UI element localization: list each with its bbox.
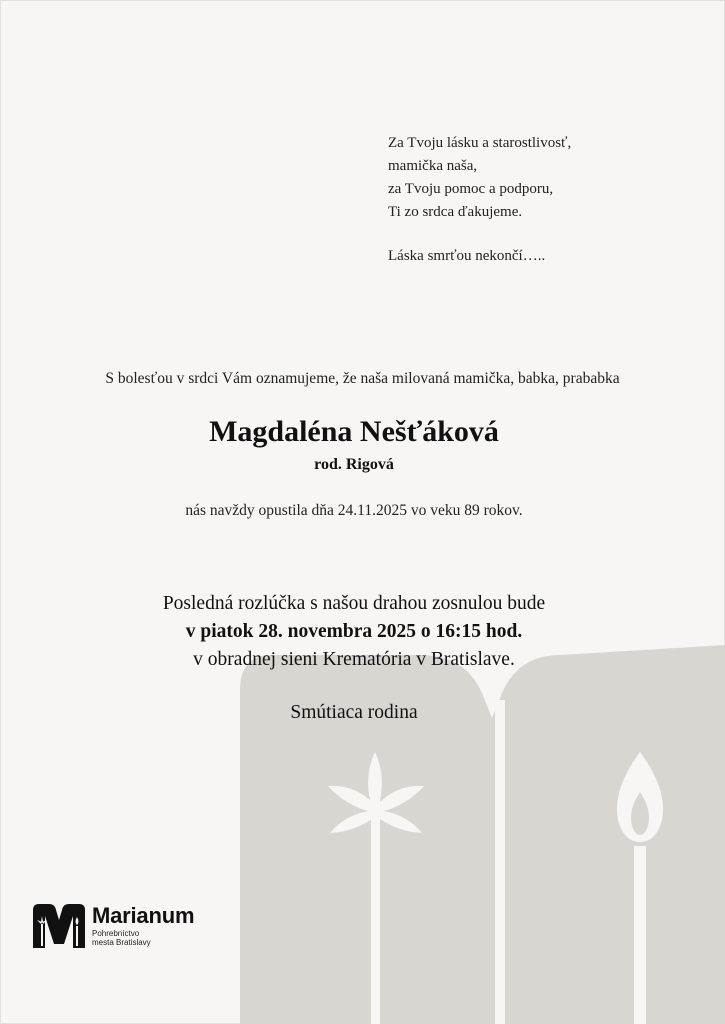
poem-line: mamička naša, bbox=[388, 158, 478, 174]
funeral-date-time: v piatok 28. novembra 2025 o 16:15 hod. bbox=[185, 621, 523, 642]
funeral-details bbox=[0, 590, 708, 674]
maiden-name: rod. Rigová bbox=[314, 456, 394, 473]
poem-spacer bbox=[388, 224, 688, 245]
funeral-line-1: Posledná rozlúčka s našou drahou zosnulou bude bbox=[162, 593, 546, 614]
logo-name: Marianum bbox=[92, 903, 195, 928]
decorative-divider bbox=[495, 700, 505, 1024]
marianum-logo bbox=[33, 904, 194, 948]
death-notice: nás navždy opustila dňa 24.11.2025 vo veku 89 rokov. bbox=[185, 502, 523, 519]
poem-line: za Tvoju pomoc a podporu, bbox=[388, 181, 554, 197]
logo-subtitle-line-2: mesta Bratislavy bbox=[92, 938, 151, 947]
marianum-logo-mark bbox=[33, 904, 85, 948]
poem bbox=[388, 132, 688, 268]
signature: Smútiaca rodina bbox=[290, 702, 418, 723]
decorative-arch-band bbox=[375, 700, 475, 1024]
deceased-name: Magdaléna Nešťáková bbox=[209, 415, 499, 448]
logo-subtitle-line-1: Pohrebníctvo bbox=[92, 929, 140, 938]
marianum-logo-text bbox=[92, 905, 194, 947]
announcement-intro: S bolesťou v srdci Vám oznamujeme, že naša milovaná mamička, babka, prababka bbox=[105, 370, 620, 387]
funeral-location: v obradnej sieni Krematória v Bratislave. bbox=[193, 649, 515, 670]
poem-line: Ti zo srdca ďakujeme. bbox=[388, 204, 523, 220]
logo-subtitle bbox=[92, 929, 194, 947]
poem-line: Za Tvoju lásku a starostlivosť, bbox=[388, 135, 572, 151]
poem-closing: Láska smrťou nekončí….. bbox=[388, 248, 546, 264]
